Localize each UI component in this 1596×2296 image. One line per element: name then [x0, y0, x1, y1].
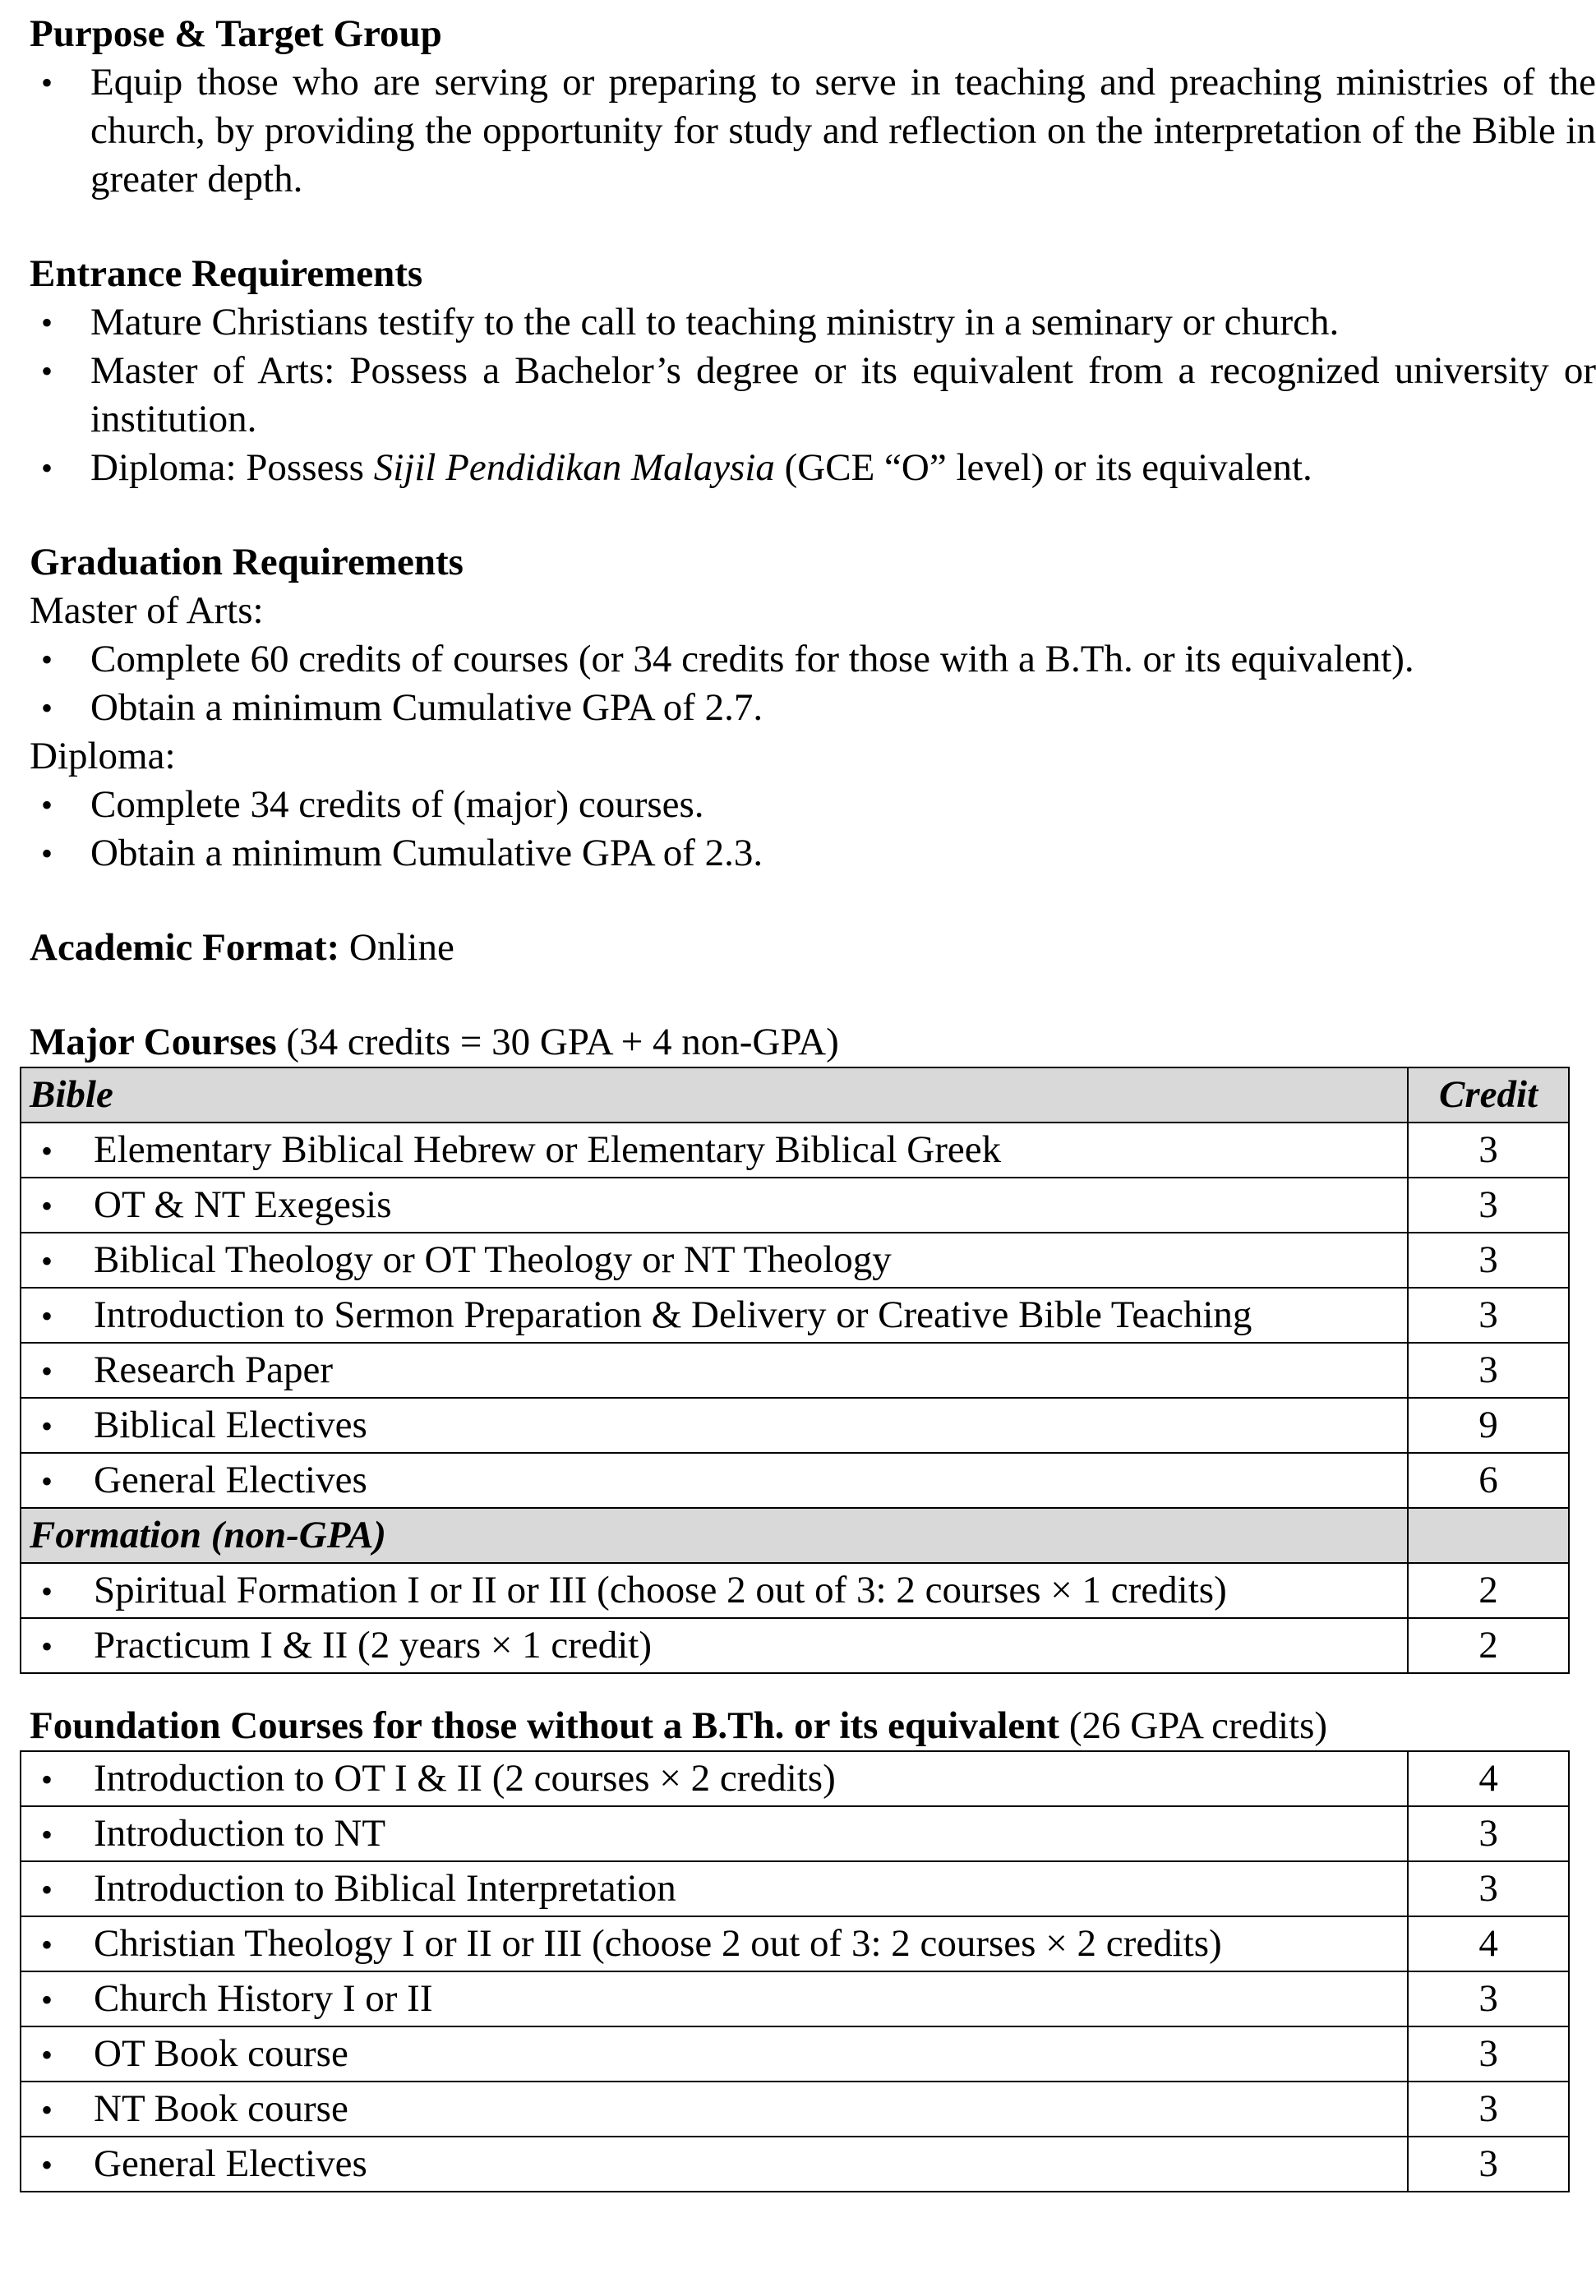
bullet-icon: • [41, 1627, 53, 1665]
table-row: • Introduction to NT 3 [21, 1806, 1569, 1861]
entrance-heading: Entrance Requirements [30, 252, 423, 295]
table-row: • OT Book course 3 [21, 2026, 1569, 2082]
group-label-formation: Formation (non-GPA) [21, 1508, 1408, 1563]
table-row: • Biblical Electives 9 [21, 1398, 1569, 1453]
format-section [30, 924, 1596, 972]
bullet-icon: • [41, 1132, 53, 1169]
bullet-icon: • [41, 1815, 53, 1853]
table-row: • Introduction to OT I & II (2 courses × 2 credits) 4 [21, 1751, 1569, 1806]
bullet-icon: • [41, 786, 53, 823]
foundation-subtitle: (26 GPA credits) [1059, 1704, 1328, 1747]
major-title: Major Courses [30, 1021, 277, 1063]
table-row: • Introduction to Biblical Interpretation 3 [21, 1861, 1569, 1916]
format-value: Online [339, 926, 454, 969]
table-row: • Practicum I & II (2 years × 1 credit) 2 [21, 1618, 1569, 1673]
bullet-icon: • [41, 450, 53, 486]
credit-header: Credit [1408, 1067, 1569, 1123]
list-item: • Complete 60 credits of courses (or 34 credits for those with a B.Th. or its equivalent). [30, 635, 1596, 684]
list-item: • Master of Arts: Possess a Bachelor’s degree or its equivalent from a recognized university or institution. [30, 347, 1596, 444]
bullet-icon: • [41, 2146, 53, 2183]
table-row [21, 1067, 1569, 1123]
major-subtitle: (34 credits = 30 GPA + 4 non-GPA) [276, 1021, 839, 1063]
bullet-icon: • [41, 353, 53, 390]
table-row: • Elementary Biblical Hebrew or Elementary Biblical Greek 3 [21, 1123, 1569, 1178]
table-row: • General Electives 3 [21, 2137, 1569, 2192]
table-row: • Research Paper 3 [21, 1343, 1569, 1398]
purpose-heading: Purpose & Target Group [30, 12, 442, 55]
ma-list [30, 635, 1596, 732]
bullet-icon: • [41, 1462, 53, 1500]
graduation-section [30, 538, 1596, 878]
foundation-courses-table [20, 1750, 1570, 2192]
list-item: • Complete 34 credits of (major) courses. [30, 781, 1596, 829]
bullet-icon: • [41, 689, 53, 726]
foundation-courses-section [30, 1702, 1596, 2192]
diploma-label: Diploma: [30, 735, 176, 777]
bullet-icon: • [41, 304, 53, 341]
format-label: Academic Format: [30, 926, 340, 969]
table-row: • Christian Theology I or II or III (choose 2 out of 3: 2 courses × 2 credits) 4 [21, 1916, 1569, 1971]
major-courses-section [30, 1018, 1596, 1674]
bullet-icon: • [41, 1407, 53, 1445]
list-item: • Obtain a minimum Cumulative GPA of 2.3. [30, 829, 1596, 878]
bullet-icon: • [41, 1925, 53, 1963]
list-item: • Diploma: Possess Sijil Pendidikan Malaysia (GCE “O” level) or its equivalent. [30, 444, 1596, 492]
table-row [21, 1508, 1569, 1563]
table-row: • Introduction to Sermon Preparation & Delivery or Creative Bible Teaching 3 [21, 1288, 1569, 1343]
bullet-icon: • [41, 1980, 53, 2018]
bullet-icon: • [41, 1242, 53, 1279]
bullet-icon: • [41, 1352, 53, 1390]
entrance-list [30, 298, 1596, 492]
graduation-heading: Graduation Requirements [30, 541, 464, 583]
list-item: • Equip those who are serving or preparing to serve in teaching and preaching ministries of the church, by providing the opportunity for study and reflection on the interpretation of the Bible in greater depth. [30, 58, 1596, 204]
table-row: • General Electives 6 [21, 1453, 1569, 1508]
major-courses-table [20, 1067, 1570, 1674]
foundation-title: Foundation Courses for those without a B.Th. or its equivalent [30, 1704, 1060, 1747]
bullet-icon: • [41, 2036, 53, 2073]
bullet-icon: • [41, 1870, 53, 1908]
table-row: • NT Book course 3 [21, 2082, 1569, 2137]
bullet-icon: • [41, 641, 53, 678]
purpose-section [30, 10, 1596, 204]
bullet-icon: • [41, 64, 53, 101]
bullet-icon: • [41, 1187, 53, 1224]
entrance-section [30, 250, 1596, 492]
bullet-icon: • [41, 2091, 53, 2128]
group-label-bible: Bible [21, 1067, 1408, 1123]
bullet-icon: • [41, 835, 53, 872]
bullet-icon: • [41, 1297, 53, 1335]
list-item: • Mature Christians testify to the call to teaching ministry in a seminary or church. [30, 298, 1596, 347]
table-row: • Spiritual Formation I or II or III (choose 2 out of 3: 2 courses × 1 credits) 2 [21, 1563, 1569, 1618]
table-row: • Church History I or II 3 [21, 1971, 1569, 2026]
diploma-list [30, 781, 1596, 878]
bullet-icon: • [41, 1572, 53, 1610]
list-item: • Obtain a minimum Cumulative GPA of 2.7. [30, 684, 1596, 732]
table-row: • OT & NT Exegesis 3 [21, 1178, 1569, 1233]
ma-label: Master of Arts: [30, 589, 264, 632]
bullet-icon: • [41, 1760, 53, 1798]
purpose-list [30, 58, 1596, 204]
table-row: • Biblical Theology or OT Theology or NT Theology 3 [21, 1233, 1569, 1288]
